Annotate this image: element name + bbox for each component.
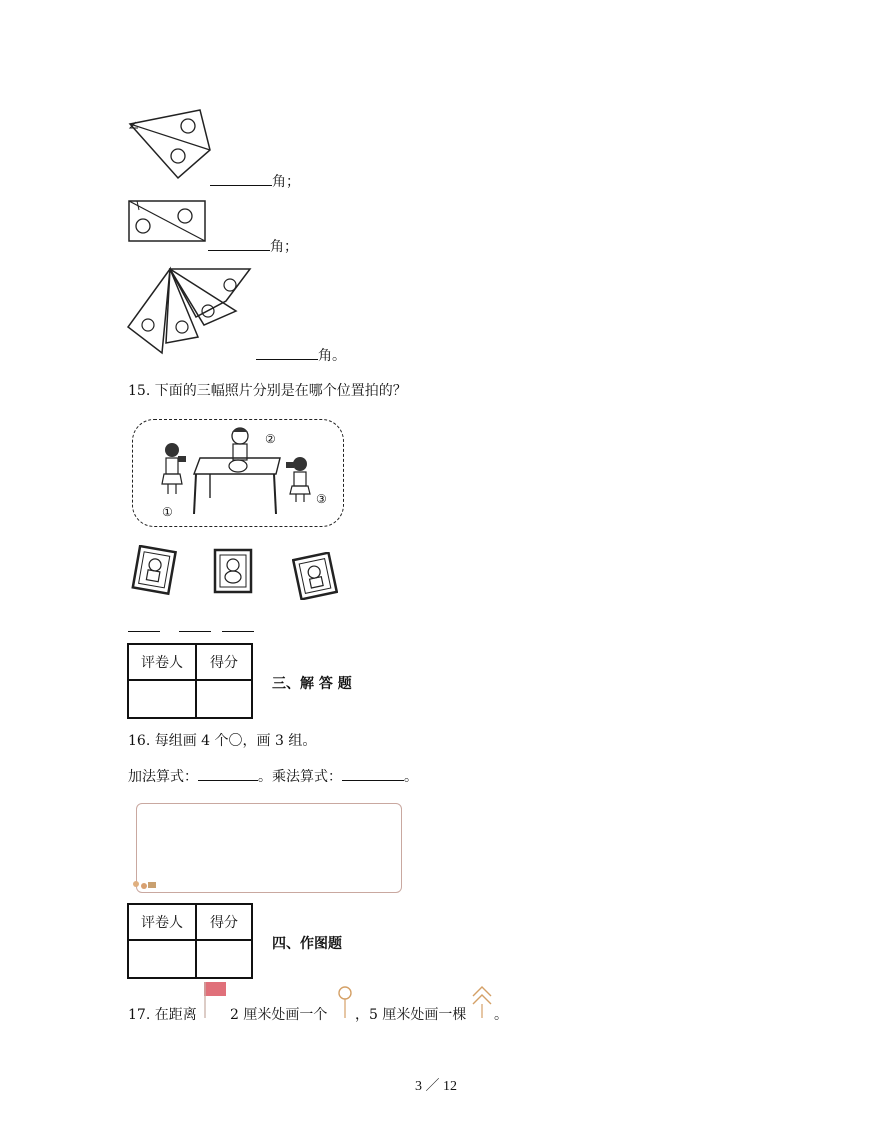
- triangle-ruler-figure-1: [126, 106, 216, 182]
- page-number: 3 ／ 12: [415, 1079, 457, 1094]
- multiplication-label: 。乘法算式：: [258, 769, 342, 785]
- answer-blank[interactable]: [210, 173, 272, 186]
- addition-label: 加法算式：: [128, 769, 198, 785]
- formula-end: 。: [404, 769, 418, 785]
- drawing-area[interactable]: [136, 803, 402, 893]
- reviewer-cell[interactable]: [128, 680, 196, 718]
- section-4-title: 四、作图题: [272, 936, 342, 952]
- score-table-2: [127, 903, 253, 979]
- addition-blank[interactable]: [198, 768, 258, 781]
- score-header: 得分: [196, 904, 252, 940]
- angle-suffix: 角；: [270, 239, 298, 255]
- angle-answer-3: [256, 345, 346, 365]
- photo-answer-blank-1[interactable]: [128, 631, 160, 632]
- reviewer-cell[interactable]: [128, 940, 196, 978]
- score-cell[interactable]: [196, 940, 252, 978]
- angle-answer-1: [210, 171, 300, 191]
- score-cell[interactable]: [196, 680, 252, 718]
- triangle-ruler-figure-2: [127, 198, 209, 246]
- angle-suffix: 角。: [318, 348, 346, 364]
- reviewer-header: 评卷人: [128, 904, 196, 940]
- question-17-end: 。: [494, 1007, 508, 1023]
- position-label-1: ①: [162, 505, 173, 519]
- question-17-prefix: 17. 在距离: [128, 1007, 197, 1023]
- question-17-mid2: ，5 厘米处画一棵: [355, 1007, 467, 1023]
- photo-1: [130, 545, 180, 597]
- answer-blank[interactable]: [256, 347, 318, 360]
- decorative-corner-icon: [130, 876, 160, 892]
- question-17-mid1: 2 厘米处画一个: [230, 1007, 328, 1023]
- balloon-tree-icon: [336, 984, 354, 1020]
- photo-3: [292, 552, 338, 600]
- triangle-ruler-figure-3: [126, 265, 256, 357]
- position-label-3: ③: [316, 492, 327, 506]
- photo-answer-blank-3[interactable]: [222, 631, 254, 632]
- question-16: 16. 每组画 4 个〇，画 3 组。: [128, 733, 317, 749]
- multiplication-blank[interactable]: [342, 768, 404, 781]
- angle-suffix: 角；: [272, 174, 300, 190]
- photo-answer-blank-2[interactable]: [179, 631, 211, 632]
- score-header: 得分: [196, 644, 252, 680]
- question-15: 15. 下面的三幅照片分别是在哪个位置拍的？: [128, 383, 407, 399]
- tree-icon: [470, 984, 494, 1020]
- angle-answer-2: [208, 236, 298, 256]
- section-3-title: 三、解 答 题: [272, 676, 352, 692]
- reviewer-header: 评卷人: [128, 644, 196, 680]
- table-and-children-drawing: [150, 422, 335, 522]
- position-label-2: ②: [265, 432, 276, 446]
- photo-2: [212, 547, 256, 595]
- score-table-1: [127, 643, 253, 719]
- question-16-formulas: [128, 766, 418, 786]
- flag-icon: [201, 980, 229, 1020]
- answer-blank[interactable]: [208, 238, 270, 251]
